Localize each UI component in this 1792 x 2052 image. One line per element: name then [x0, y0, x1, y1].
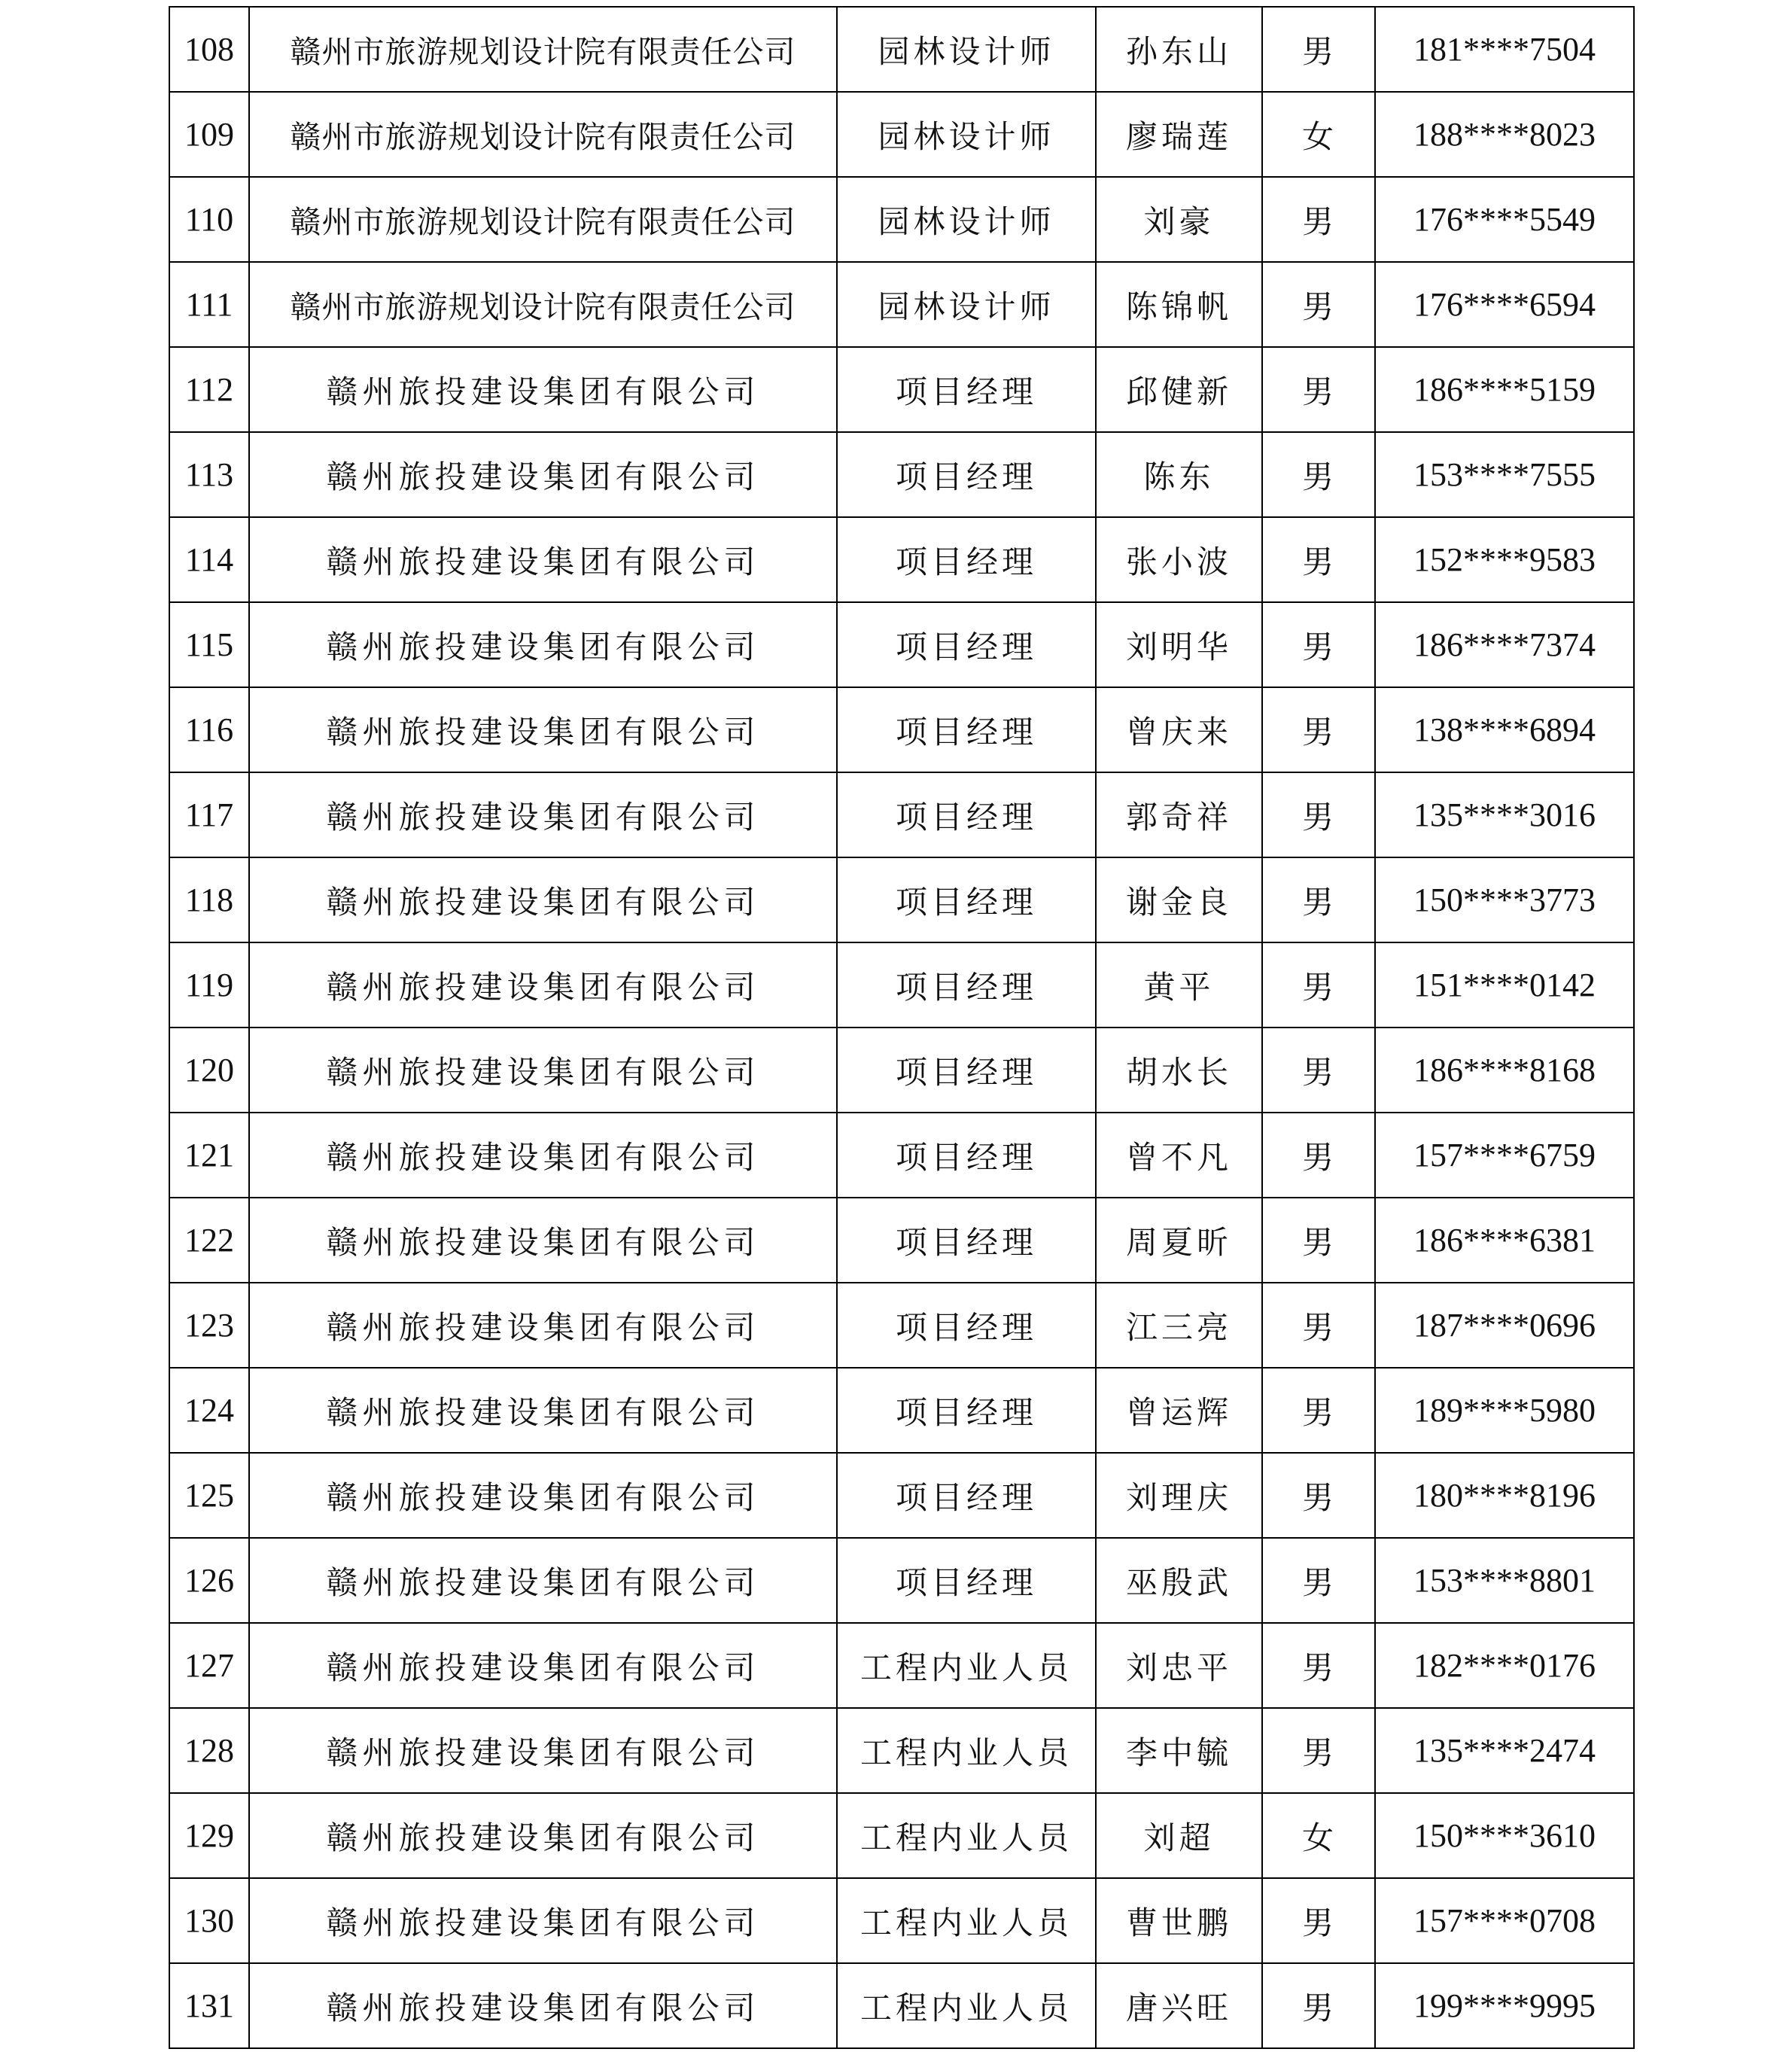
position-cell: 项目经理 [837, 347, 1096, 432]
row-number: 124 [169, 1368, 249, 1453]
row-number: 127 [169, 1623, 249, 1708]
phone-cell: 157****0708 [1375, 1878, 1634, 1963]
phone-cell: 186****6381 [1375, 1198, 1634, 1283]
table-row [169, 177, 1634, 262]
gender-cell: 男 [1262, 772, 1375, 857]
company-cell: 赣州旅投建设集团有限公司 [249, 942, 837, 1028]
gender-cell: 男 [1262, 517, 1375, 602]
phone-cell: 151****0142 [1375, 942, 1634, 1028]
table-row [169, 1623, 1634, 1708]
position-cell: 工程内业人员 [837, 1623, 1096, 1708]
gender-cell: 男 [1262, 602, 1375, 687]
gender-cell: 男 [1262, 857, 1375, 942]
person-name-cell: 江三亮 [1096, 1283, 1262, 1368]
row-number: 111 [169, 262, 249, 347]
person-name-cell: 廖瑞莲 [1096, 92, 1262, 177]
position-cell: 项目经理 [837, 1198, 1096, 1283]
person-name-cell: 周夏昕 [1096, 1198, 1262, 1283]
phone-cell: 180****8196 [1375, 1453, 1634, 1538]
gender-cell: 男 [1262, 262, 1375, 347]
row-number: 120 [169, 1028, 249, 1113]
position-cell: 园林设计师 [837, 177, 1096, 262]
position-cell: 项目经理 [837, 857, 1096, 942]
table-row [169, 942, 1634, 1028]
gender-cell: 女 [1262, 92, 1375, 177]
row-number: 114 [169, 517, 249, 602]
table-row [169, 92, 1634, 177]
gender-cell: 男 [1262, 1623, 1375, 1708]
person-name-cell: 刘明华 [1096, 602, 1262, 687]
person-name-cell: 谢金良 [1096, 857, 1262, 942]
position-cell: 工程内业人员 [837, 1963, 1096, 2048]
gender-cell: 男 [1262, 177, 1375, 262]
company-cell: 赣州旅投建设集团有限公司 [249, 1963, 837, 2048]
company-cell: 赣州旅投建设集团有限公司 [249, 1538, 837, 1623]
row-number: 118 [169, 857, 249, 942]
row-number: 116 [169, 687, 249, 772]
row-number: 112 [169, 347, 249, 432]
person-name-cell: 曾庆来 [1096, 687, 1262, 772]
position-cell: 项目经理 [837, 772, 1096, 857]
company-cell: 赣州旅投建设集团有限公司 [249, 602, 837, 687]
table-row [169, 1538, 1634, 1623]
row-number: 130 [169, 1878, 249, 1963]
company-cell: 赣州旅投建设集团有限公司 [249, 1708, 837, 1793]
table-row [169, 1793, 1634, 1878]
phone-cell: 199****9995 [1375, 1963, 1634, 2048]
gender-cell: 男 [1262, 1283, 1375, 1368]
person-name-cell: 唐兴旺 [1096, 1963, 1262, 2048]
row-number: 128 [169, 1708, 249, 1793]
table-row [169, 1028, 1634, 1113]
table-row [169, 517, 1634, 602]
table-row [169, 1368, 1634, 1453]
gender-cell: 男 [1262, 1198, 1375, 1283]
person-name-cell: 陈东 [1096, 432, 1262, 517]
table-row [169, 1708, 1634, 1793]
position-cell: 项目经理 [837, 432, 1096, 517]
position-cell: 项目经理 [837, 942, 1096, 1028]
gender-cell: 男 [1262, 687, 1375, 772]
person-name-cell: 陈锦帆 [1096, 262, 1262, 347]
phone-cell: 135****3016 [1375, 772, 1634, 857]
phone-cell: 150****3610 [1375, 1793, 1634, 1878]
table-row [169, 262, 1634, 347]
gender-cell: 男 [1262, 1453, 1375, 1538]
company-cell: 赣州旅投建设集团有限公司 [249, 687, 837, 772]
gender-cell: 女 [1262, 1793, 1375, 1878]
phone-cell: 150****3773 [1375, 857, 1634, 942]
company-cell: 赣州旅投建设集团有限公司 [249, 772, 837, 857]
table-row [169, 1198, 1634, 1283]
person-name-cell: 刘忠平 [1096, 1623, 1262, 1708]
company-cell: 赣州旅投建设集团有限公司 [249, 1793, 837, 1878]
table-row [169, 1453, 1634, 1538]
position-cell: 项目经理 [837, 1028, 1096, 1113]
person-name-cell: 刘理庆 [1096, 1453, 1262, 1538]
company-cell: 赣州旅投建设集团有限公司 [249, 1198, 837, 1283]
position-cell: 工程内业人员 [837, 1793, 1096, 1878]
person-name-cell: 黄平 [1096, 942, 1262, 1028]
company-cell: 赣州旅投建设集团有限公司 [249, 517, 837, 602]
table-row [169, 1878, 1634, 1963]
row-number: 126 [169, 1538, 249, 1623]
position-cell: 项目经理 [837, 1538, 1096, 1623]
gender-cell: 男 [1262, 1538, 1375, 1623]
table-row [169, 432, 1634, 517]
phone-cell: 186****7374 [1375, 602, 1634, 687]
company-cell: 赣州旅投建设集团有限公司 [249, 347, 837, 432]
table-row [169, 772, 1634, 857]
company-cell: 赣州旅投建设集团有限公司 [249, 1283, 837, 1368]
table-row [169, 7, 1634, 92]
phone-cell: 176****5549 [1375, 177, 1634, 262]
phone-cell: 152****9583 [1375, 517, 1634, 602]
position-cell: 项目经理 [837, 517, 1096, 602]
gender-cell: 男 [1262, 1963, 1375, 2048]
table-row [169, 687, 1634, 772]
row-number: 123 [169, 1283, 249, 1368]
gender-cell: 男 [1262, 7, 1375, 92]
person-name-cell: 胡水长 [1096, 1028, 1262, 1113]
position-cell: 工程内业人员 [837, 1708, 1096, 1793]
row-number: 121 [169, 1113, 249, 1198]
company-cell: 赣州市旅游规划设计院有限责任公司 [249, 177, 837, 262]
row-number: 113 [169, 432, 249, 517]
position-cell: 园林设计师 [837, 262, 1096, 347]
company-cell: 赣州旅投建设集团有限公司 [249, 1878, 837, 1963]
row-number: 119 [169, 942, 249, 1028]
row-number: 108 [169, 7, 249, 92]
phone-cell: 176****6594 [1375, 262, 1634, 347]
roster-body [169, 7, 1634, 2048]
person-name-cell: 李中毓 [1096, 1708, 1262, 1793]
position-cell: 项目经理 [837, 1113, 1096, 1198]
phone-cell: 181****7504 [1375, 7, 1634, 92]
row-number: 125 [169, 1453, 249, 1538]
table-row [169, 1963, 1634, 2048]
person-name-cell: 张小波 [1096, 517, 1262, 602]
phone-cell: 187****0696 [1375, 1283, 1634, 1368]
position-cell: 项目经理 [837, 1283, 1096, 1368]
gender-cell: 男 [1262, 1113, 1375, 1198]
table-row [169, 602, 1634, 687]
phone-cell: 186****8168 [1375, 1028, 1634, 1113]
table-row [169, 1113, 1634, 1198]
company-cell: 赣州市旅游规划设计院有限责任公司 [249, 262, 837, 347]
phone-cell: 138****6894 [1375, 687, 1634, 772]
person-name-cell: 孙东山 [1096, 7, 1262, 92]
row-number: 109 [169, 92, 249, 177]
position-cell: 项目经理 [837, 1453, 1096, 1538]
phone-cell: 186****5159 [1375, 347, 1634, 432]
phone-cell: 182****0176 [1375, 1623, 1634, 1708]
phone-cell: 153****7555 [1375, 432, 1634, 517]
position-cell: 项目经理 [837, 1368, 1096, 1453]
company-cell: 赣州旅投建设集团有限公司 [249, 1623, 837, 1708]
row-number: 117 [169, 772, 249, 857]
row-number: 122 [169, 1198, 249, 1283]
company-cell: 赣州市旅游规划设计院有限责任公司 [249, 7, 837, 92]
row-number: 129 [169, 1793, 249, 1878]
table-row [169, 1283, 1634, 1368]
company-cell: 赣州旅投建设集团有限公司 [249, 1368, 837, 1453]
person-name-cell: 邱健新 [1096, 347, 1262, 432]
gender-cell: 男 [1262, 1708, 1375, 1793]
gender-cell: 男 [1262, 1028, 1375, 1113]
table-row [169, 857, 1634, 942]
person-name-cell: 曾不凡 [1096, 1113, 1262, 1198]
person-name-cell: 曾运辉 [1096, 1368, 1262, 1453]
gender-cell: 男 [1262, 1878, 1375, 1963]
position-cell: 园林设计师 [837, 92, 1096, 177]
position-cell: 园林设计师 [837, 7, 1096, 92]
company-cell: 赣州旅投建设集团有限公司 [249, 1453, 837, 1538]
company-cell: 赣州旅投建设集团有限公司 [249, 1113, 837, 1198]
person-name-cell: 刘超 [1096, 1793, 1262, 1878]
row-number: 110 [169, 177, 249, 262]
table-row [169, 347, 1634, 432]
phone-cell: 188****8023 [1375, 92, 1634, 177]
person-name-cell: 郭奇祥 [1096, 772, 1262, 857]
company-cell: 赣州旅投建设集团有限公司 [249, 432, 837, 517]
person-name-cell: 曹世鹏 [1096, 1878, 1262, 1963]
row-number: 115 [169, 602, 249, 687]
company-cell: 赣州市旅游规划设计院有限责任公司 [249, 92, 837, 177]
company-cell: 赣州旅投建设集团有限公司 [249, 857, 837, 942]
person-name-cell: 巫殷武 [1096, 1538, 1262, 1623]
phone-cell: 153****8801 [1375, 1538, 1634, 1623]
gender-cell: 男 [1262, 1368, 1375, 1453]
position-cell: 工程内业人员 [837, 1878, 1096, 1963]
phone-cell: 157****6759 [1375, 1113, 1634, 1198]
phone-cell: 189****5980 [1375, 1368, 1634, 1453]
position-cell: 项目经理 [837, 602, 1096, 687]
phone-cell: 135****2474 [1375, 1708, 1634, 1793]
roster-table [169, 6, 1635, 2049]
gender-cell: 男 [1262, 432, 1375, 517]
row-number: 131 [169, 1963, 249, 2048]
gender-cell: 男 [1262, 347, 1375, 432]
company-cell: 赣州旅投建设集团有限公司 [249, 1028, 837, 1113]
person-name-cell: 刘豪 [1096, 177, 1262, 262]
gender-cell: 男 [1262, 942, 1375, 1028]
position-cell: 项目经理 [837, 687, 1096, 772]
